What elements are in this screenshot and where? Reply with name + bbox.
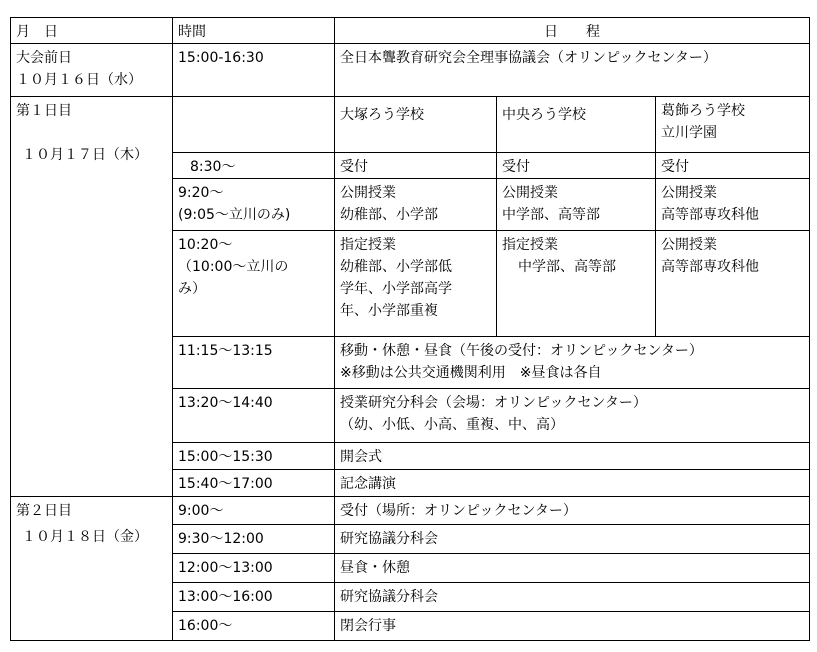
day2-event-3: 研究協議分科会 xyxy=(335,583,810,612)
day2-event-2: 昼食・休憩 xyxy=(335,554,810,583)
pre-day-time: 15:00-16:30 xyxy=(173,44,335,97)
pre-day-label: 大会前日 xyxy=(16,50,72,66)
reception-b: 受付 xyxy=(497,153,656,179)
day2-label: 第２日目 xyxy=(16,503,72,519)
school-otsuka: 大塚ろう学校 xyxy=(335,97,497,153)
header-date: 月 日 xyxy=(11,18,173,44)
day2-row-0 xyxy=(11,497,810,525)
move-time: 11:15～13:15 xyxy=(173,337,335,389)
lecture-time: 15:40～17:00 xyxy=(173,470,335,497)
day2-event-0: 受付（場所：オリンピックセンター） xyxy=(335,497,810,525)
day2-date-cell xyxy=(11,497,173,641)
reception-time: 8:30～ xyxy=(173,153,335,179)
study-event: 授業研究分科会（会場：オリンピックセンター） （幼、小低、小高、重複、中、高） xyxy=(335,389,810,443)
header-schedule: 日 程 xyxy=(335,18,810,44)
day2-event-4: 閉会行事 xyxy=(335,612,810,641)
day1-schools-time-empty xyxy=(173,97,335,153)
study-time: 13:20～14:40 xyxy=(173,389,335,443)
day1-schools-row xyxy=(11,97,810,153)
school-chuo: 中央ろう学校 xyxy=(497,97,656,153)
day2-time-2: 12:00～13:00 xyxy=(173,554,335,583)
opening-time: 15:00～15:30 xyxy=(173,443,335,470)
day1-date: １０月１７日（木） xyxy=(22,147,148,163)
header-time: 時間 xyxy=(173,18,335,44)
day2-time-3: 13:00～16:00 xyxy=(173,583,335,612)
open2-b: 指定授業 中学部、高等部 xyxy=(497,231,656,337)
open2-a: 指定授業 幼稚部、小学部低 学年、小学部高学 年、小学部重複 xyxy=(335,231,497,337)
open2-c: 公開授業 高等部専攻科他 xyxy=(656,231,810,337)
school-katsushika: 葛飾ろう学校 立川学園 xyxy=(656,97,810,153)
open2-time: 10:20～ （10:00～立川の み） xyxy=(173,231,335,337)
header-row xyxy=(11,18,810,44)
reception-a: 受付 xyxy=(335,153,497,179)
open1-c: 公開授業 高等部専攻科他 xyxy=(656,179,810,231)
day2-date: １０月１８日（金） xyxy=(22,529,148,545)
day1-date-cell xyxy=(11,97,173,497)
open1-time: 9:20～ (9:05～立川のみ) xyxy=(173,179,335,231)
day2-time-1: 9:30～12:00 xyxy=(173,525,335,554)
reception-c: 受付 xyxy=(656,153,810,179)
day2-event-1: 研究協議分科会 xyxy=(335,525,810,554)
day2-time-0: 9:00～ xyxy=(173,497,335,525)
pre-day-date-cell xyxy=(11,44,173,97)
pre-day-date: １０月１６日（水） xyxy=(16,72,142,88)
pre-day-event: 全日本聾教育研究会全理事協議会（オリンピックセンター） xyxy=(335,44,810,97)
day2-time-4: 16:00～ xyxy=(173,612,335,641)
move-event: 移動・休憩・昼食（午後の受付：オリンピックセンター） ※移動は公共交通機関利用 ※昼食は各自 xyxy=(335,337,810,389)
schedule-table xyxy=(10,17,810,641)
lecture-event: 記念講演 xyxy=(335,470,810,497)
open1-b: 公開授業 中学部、高等部 xyxy=(497,179,656,231)
opening-event: 開会式 xyxy=(335,443,810,470)
day1-label: 第１日目 xyxy=(16,103,72,119)
open1-a: 公開授業 幼稚部、小学部 xyxy=(335,179,497,231)
pre-day-row xyxy=(11,44,810,97)
